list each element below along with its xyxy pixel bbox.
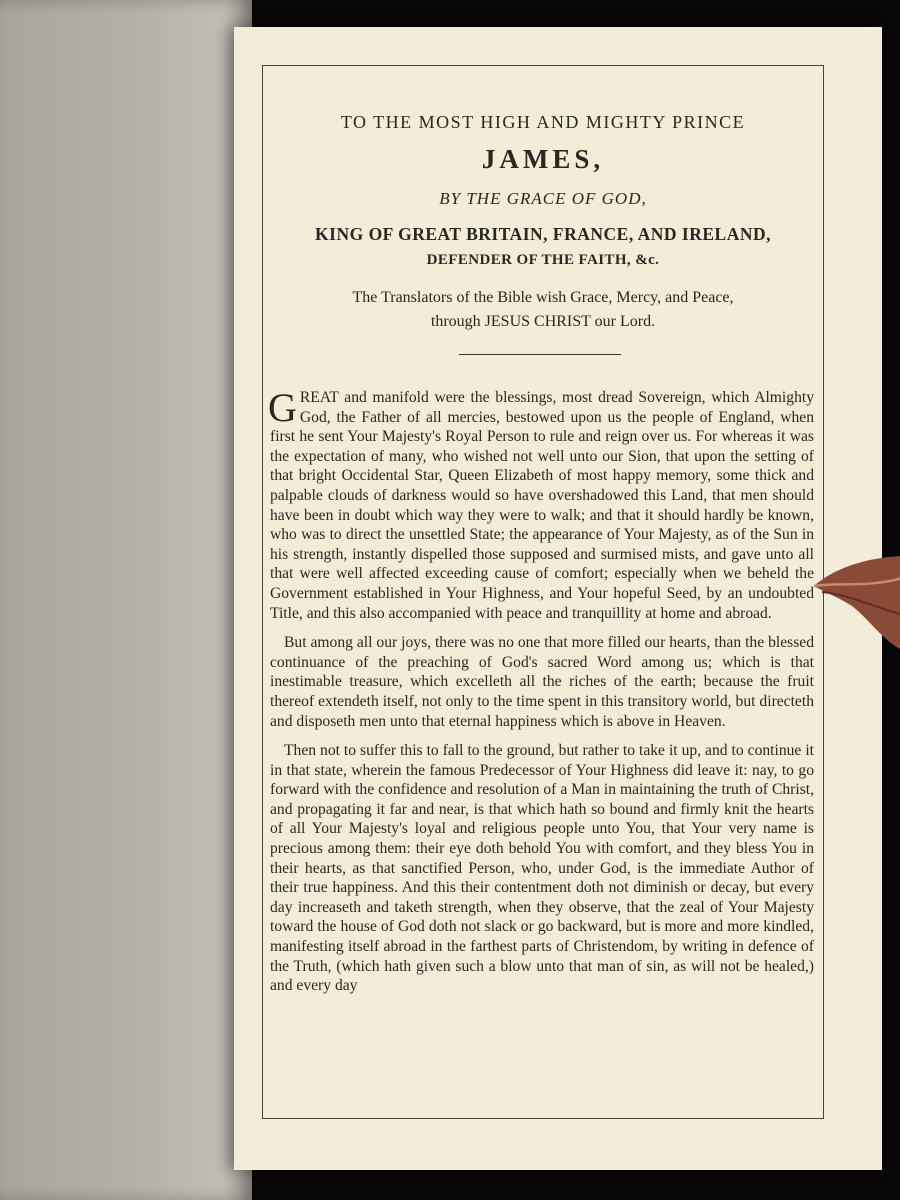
drop-cap: G bbox=[268, 385, 297, 430]
dedication-name: JAMES, bbox=[481, 144, 605, 174]
paragraph-3: Then not to suffer this to fall to the ground, but rather to take it up, and to continue it in that state, wherein the famous Predecessor of Your Highness did leave it: nay, to go forward with the confidence and resolution of a Man in maintaining the truth of Christ, and propagating it far and near, is that which hath so bound and firmly knit the hearts of all Your Majesty's loyal and religious people unto You, that Your very name is precious among them: their eye doth behold You with comfort, and they bless You in their hearts, as that sanctified Person, who, under God, is the immediate Author of their true happiness. And this their contentment doth not diminish or decay, but every day increaseth and taketh strength, when they observe, that the zeal of Your Majesty toward the house of God doth not slack or go backward, but is more and more kindled, manifesting itself abroad in the farthest parts of Christendom, by writing in defence of the Truth, (which hath given such a blow unto that man of sin, as will not be healed,) and every day bbox=[270, 742, 814, 995]
translators-greeting: The Translators of the Bible wish Grace, Mercy, and Peace, bbox=[352, 289, 734, 306]
page-border-frame bbox=[262, 65, 824, 1119]
bookmark-ribbon bbox=[812, 548, 900, 650]
translators-greeting-2: through JESUS CHRIST our Lord. bbox=[430, 313, 656, 330]
dedication-grace: BY THE GRACE OF GOD, bbox=[439, 189, 647, 208]
dedication-king-title: KING OF GREAT BRITAIN, FRANCE, AND IRELAND, bbox=[315, 224, 771, 244]
left-facing-page bbox=[0, 0, 252, 1200]
paragraph-1 bbox=[268, 385, 814, 623]
book-page bbox=[234, 27, 882, 1170]
dedication-body bbox=[268, 385, 814, 1006]
paragraph-1-text: REAT and manifold were the blessings, most dread Sovereign, which Almighty God, the Father of all mercies, bestowed upon us the people of England, when first he sent Your Majesty's Royal Person to rule and reign over us. For whereas it was the expectation of many, who wished not well unto our Sion, that upon the setting of that bright Occidental Star, Queen Elizabeth of most happy memory, some thick and palpable clouds of darkness would so have overshadowed this Land, that men should have been in doubt which way they were to walk; and that it should hardly be known, who was to direct the unsettled State; the appearance of Your Majesty, as of the Sun in his strength, instantly dispelled those supposed and surmised mists, and gave unto all that were well affected exceeding cause of comfort; especially when we beheld the Government established in Your Highness, and Your hopeful Seed, by an undoubted Title, and this also accompanied with peace and tranquillity at home and abroad. bbox=[270, 389, 814, 622]
dedication-defender: DEFENDER OF THE FAITH, &c. bbox=[426, 252, 660, 268]
dedication-line-1: TO THE MOST HIGH AND MIGHTY PRINCE bbox=[340, 112, 746, 132]
paragraph-2: But among all our joys, there was no one that more filled our hearts, than the blessed continuance of the preaching of God's sacred Word among us; which is that inestimable treasure, which excelleth all the riches of the earth; because the fruit thereof extendeth itself, not only to the time spent in this transitory world, but directeth and disposeth men unto that eternal happiness which is above in Heaven. bbox=[270, 634, 814, 730]
divider-rule bbox=[459, 354, 621, 355]
